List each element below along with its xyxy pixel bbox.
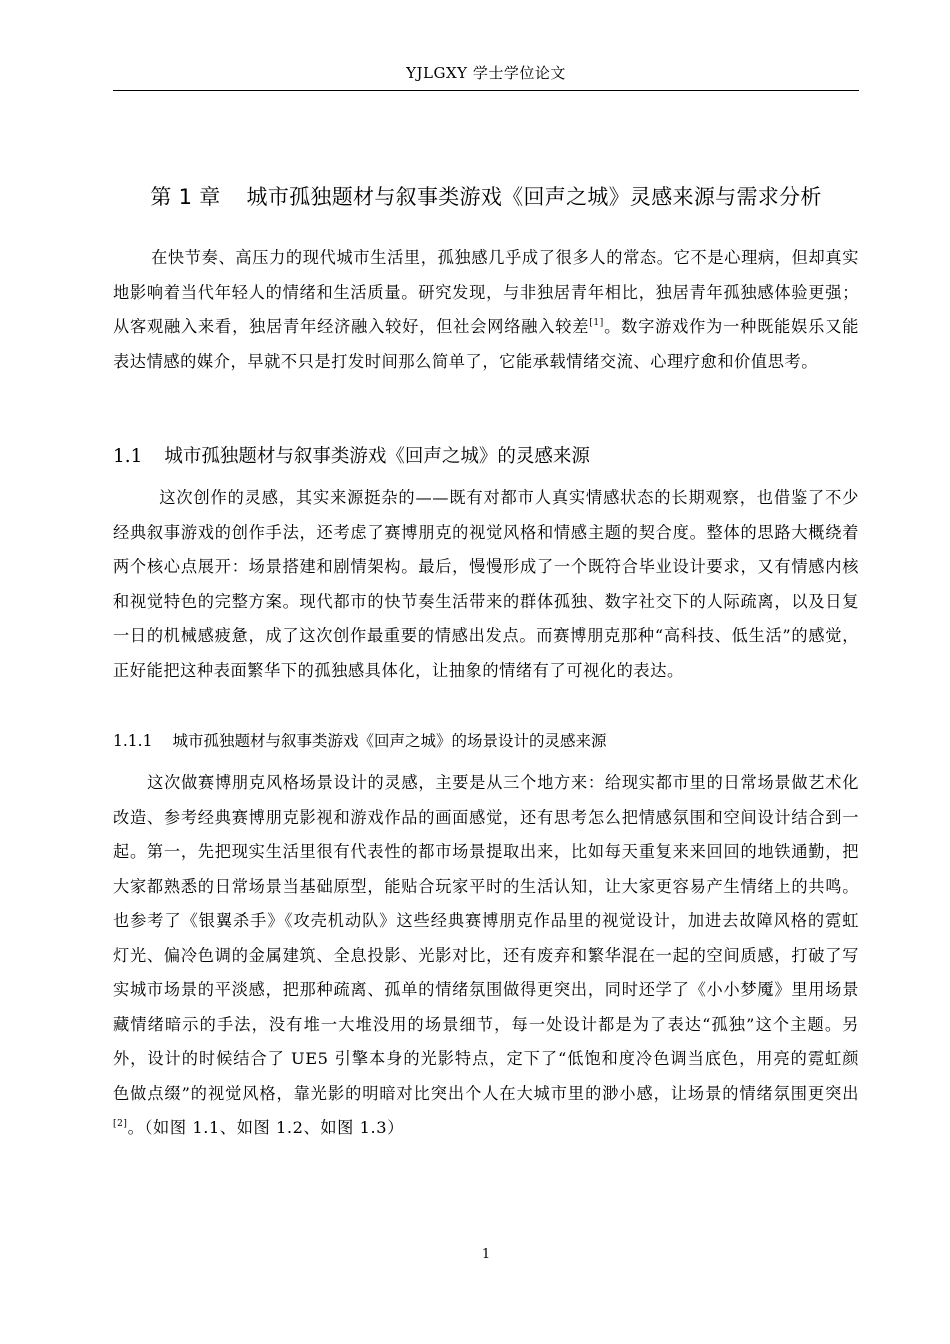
section-heading-1-1-1 [113,729,606,751]
subsection-number: 1.1.1 [113,732,153,750]
citation-ref-2: [2] [113,1119,128,1129]
chapter-title-text: 城市孤独题材与叙事类游戏《回声之城》灵感来源与需求分析 [246,185,822,209]
section-1-1-1-text: 这次做赛博朋克风格场景设计的灵感，主要是从三个地方来：给现实都市里的日常场景做艺术化改造、参考经典赛博朋克影视和游戏作品的画面感觉，还有思考怎么把情感氛围和空间设计结合到一起。第一，先把现实生活里很有代表性的都市场景提取出来，比如每天重复来来回回的地铁通勤，把大家都熟悉的日常场景当基础原型，能贴合玩家平时的生活认知，让大家更容易产生情绪上的共鸣。也参考了《银翼杀手》《攻壳机动队》这些经典赛博朋克作品里的视觉设计，加进去故障风格的霓虹灯光、偏冷色调的金属建筑、全息投影、光影对比，还有废弃和繁华混在一起的空间质感，打破了写实城市场景的平淡感，把那种疏离、孤单的情绪氛围做得更突出，同时还学了《小小梦魇》里用场景藏情绪暗示的手法，没有堆一大堆没用的场景细节，每一处设计都是为了表达“孤独”这个主题。另外，设计的时候结合了 UE5 引擎本身的光影特点，定下了“低饱和度冷色调当底色，用亮的霓虹颜色做点缀”的视觉风格，靠光影的明暗对比突出个人在大城市里的渺小感，让场景的情绪氛围更突出 [113,773,859,1103]
section-1-1-1-text-cont: 。（如图 1.1、如图 1.2、如图 1.3） [127,1118,404,1137]
intro-paragraph [113,241,859,379]
chapter-number: 第 1 章 [150,185,221,209]
page-number: 1 [481,1247,491,1262]
citation-ref-1: [1] [589,318,604,328]
section-number: 1.1 [113,446,143,467]
section-title: 城市孤独题材与叙事类游戏《回声之城》的灵感来源 [164,446,590,467]
section-1-1-text: 这次创作的灵感，其实来源挺杂的——既有对都市人真实情感状态的长期观察，也借鉴了不少经典叙事游戏的创作手法，还考虑了赛博朋克的视觉风格和情感主题的契合度。整体的思路大概绕着两个核心点展开：场景搭建和剧情架构。最后，慢慢形成了一个既符合毕业设计要求，又有情感内核和视觉特色的完整方案。现代都市的快节奏生活带来的群体孤独、数字社交下的人际疏离，以及日复一日的机械感疲惫，成了这次创作最重要的情感出发点。而赛博朋克那种“高科技、低生活”的感觉，正好能把这种表面繁华下的孤独感具体化，让抽象的情绪有了可视化的表达。 [113,488,859,680]
intro-text-cont: 。数字游戏作为一种既能娱乐又能表达情感的媒介，早就不只是打发时间那么简单了，它能承载情绪交流、心理疗愈和价值思考。 [113,317,859,371]
header-rule [113,90,859,91]
chapter-title [113,181,859,211]
section-heading-1-1 [113,442,590,468]
subsection-title: 城市孤独题材与叙事类游戏《回声之城》的场景设计的灵感来源 [172,732,607,750]
section-1-1-1-paragraph [113,766,859,1146]
page-header: YJLGXY 学士学位论文 [406,64,566,82]
intro-text: 在快节奏、高压力的现代城市生活里，孤独感几乎成了很多人的常态。它不是心理病，但却真实地影响着当代年轻人的情绪和生活质量。研究发现，与非独居青年相比，独居青年孤独感体验更强；从客观融入来看，独居青年经济融入较好，但社会网络融入较差 [113,248,859,336]
section-1-1-paragraph [113,481,859,688]
